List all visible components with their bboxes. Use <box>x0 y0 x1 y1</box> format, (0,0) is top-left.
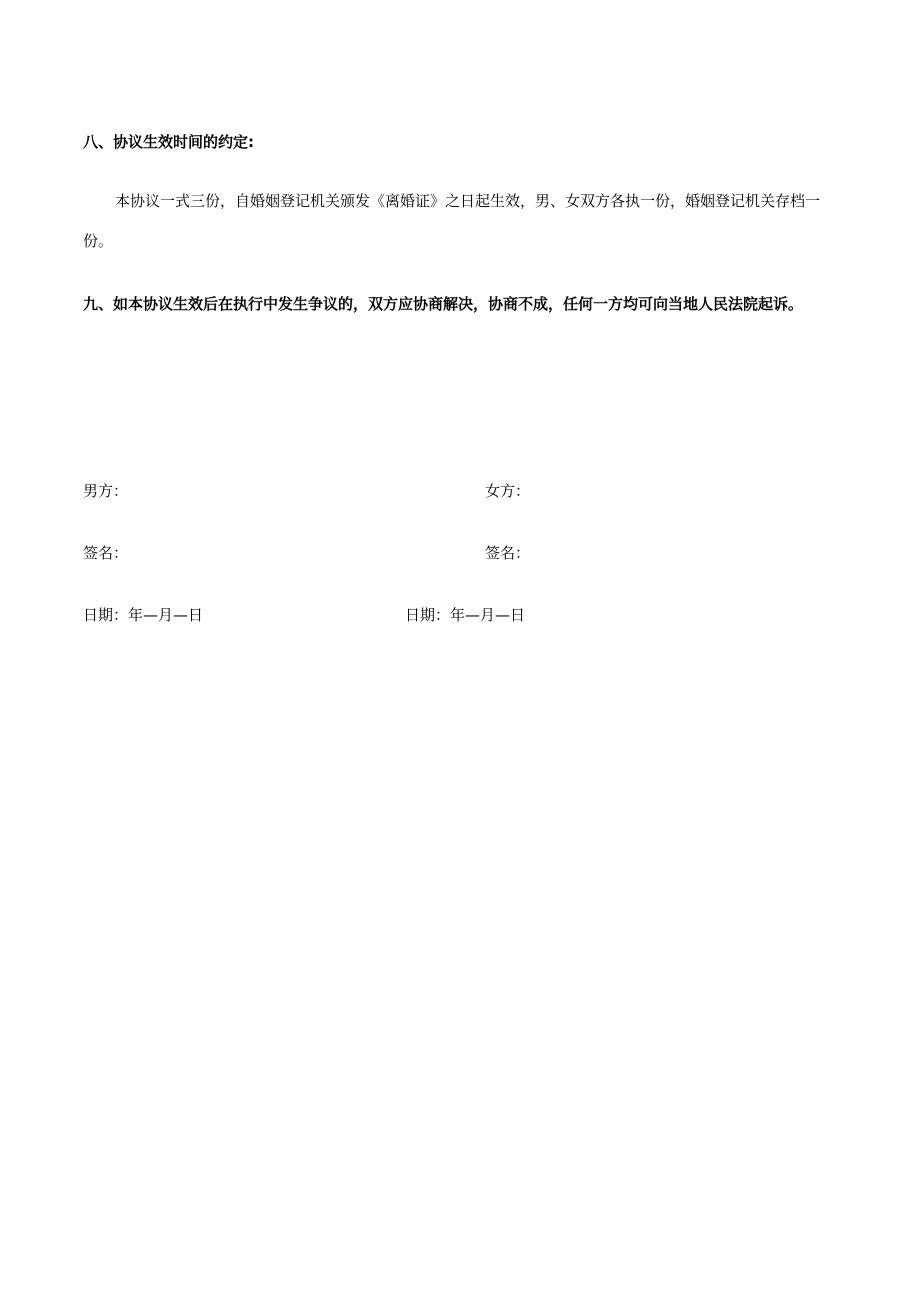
female-date-label: 日期：年—月—日 <box>405 606 526 624</box>
section-8-paragraph: 本协议一式三份，自婚姻登记机关颁发《离婚证》之日起生效，男、女双方各执一份，婚姻登记机关存档一份。 <box>83 192 821 250</box>
section-9-heading: 九、如本协议生效后在执行中发生争议的，双方应协商解决，协商不成，任何一方均可向当地人民法院起诉。 <box>83 295 804 313</box>
female-signature-label: 签名： <box>485 544 531 562</box>
male-party-label: 男方： <box>83 482 129 500</box>
section-8-heading: 八、协议生效时间的约定: <box>83 133 254 151</box>
female-party-label: 女方： <box>485 482 531 500</box>
male-signature-label: 签名： <box>83 544 129 562</box>
male-date-label: 日期：年—月—日 <box>83 606 204 624</box>
